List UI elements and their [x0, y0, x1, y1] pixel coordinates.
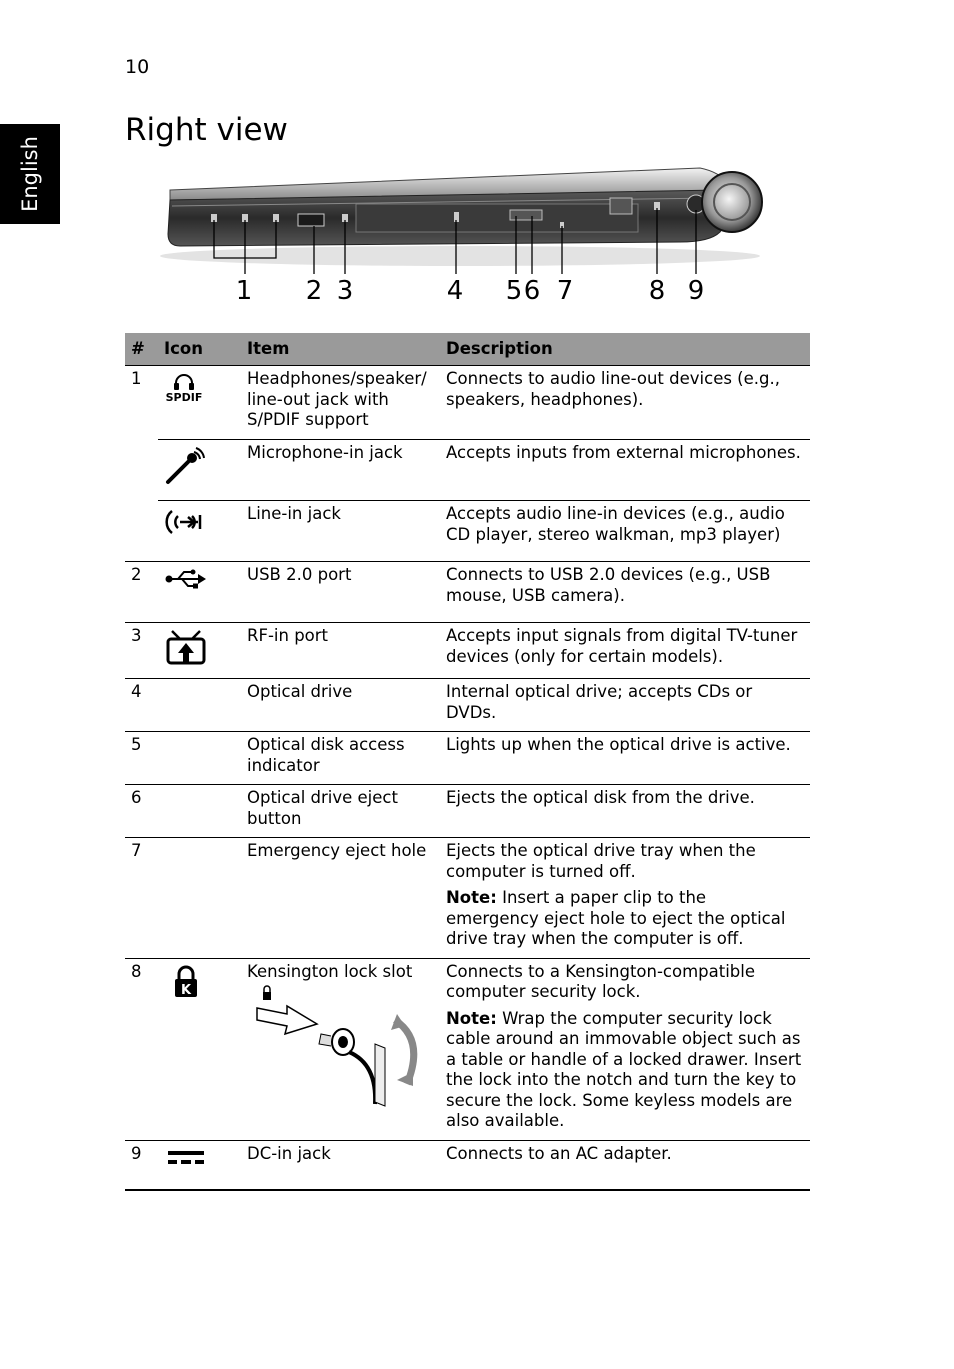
port-usb: [298, 214, 324, 226]
header-description: Description: [440, 333, 810, 366]
icon-cell: [158, 562, 241, 623]
table-row: [125, 440, 810, 501]
page-title: Right view: [125, 112, 288, 148]
icon-cell: [158, 501, 241, 562]
lock-insertion-illustration: [247, 984, 427, 1114]
row-item: Headphones/speaker/ line-out jack with S/PDIF support: [247, 369, 427, 429]
row-number: 1: [131, 369, 142, 388]
row-number: [125, 440, 158, 501]
row-number: 4: [125, 679, 158, 732]
note-text: Wrap the computer security lock cable around an immovable object such as a table or handle of a locked drawer. Insert the lock into the notch and turn the key to secure the lock. Some keyless models are also available.: [446, 1008, 802, 1130]
table-row: [125, 958, 810, 1140]
row-description: Accepts input signals from digital TV-tuner devices (only for certain models).: [440, 623, 810, 679]
row-item: Emergency eject hole: [241, 838, 440, 959]
table-row: [125, 366, 810, 440]
icon-cell: [158, 440, 241, 501]
row-description: Connects to USB 2.0 devices (e.g., USB mouse, USB camera).: [440, 562, 810, 623]
row-number: 2: [125, 562, 158, 623]
header-icon: Icon: [158, 333, 241, 366]
callout-8: 8: [648, 276, 666, 306]
table-row: [125, 501, 810, 562]
icon-cell: [158, 1140, 241, 1190]
icon-cell: [158, 366, 241, 440]
row-item: Line-in jack: [241, 501, 440, 562]
row-description: Connects to audio line-out devices (e.g., speakers, headphones).: [446, 369, 780, 409]
row-item: Optical drive eject button: [241, 785, 440, 838]
table-header-row: [125, 333, 810, 366]
row-number: 9: [125, 1140, 158, 1190]
row-number: 3: [125, 623, 158, 679]
language-tab: [0, 124, 60, 224]
table-row: [125, 679, 810, 732]
row-description: Connects to an AC adapter.: [440, 1140, 810, 1190]
row-note: [446, 1009, 804, 1132]
row-item: Optical disk access indicator: [241, 732, 440, 785]
eject-button: [510, 210, 542, 220]
icon-cell: [158, 679, 241, 732]
rf-in-icon: [164, 629, 208, 667]
language-tab-label: English: [18, 136, 42, 212]
row-description: Accepts inputs from external microphones.: [440, 440, 810, 501]
row-number: 7: [125, 838, 158, 959]
table-row: [125, 562, 810, 623]
dc-in-icon: [164, 1147, 208, 1169]
row-number: 8: [125, 958, 158, 1140]
row-description: Lights up when the optical drive is active.: [440, 732, 810, 785]
row-item: DC-in jack: [241, 1140, 440, 1190]
row-description: Accepts audio line-in devices (e.g., audio CD player, stereo walkman, mp3 player): [440, 501, 810, 562]
row-item: Microphone-in jack: [241, 440, 440, 501]
row-item: Kensington lock slot: [247, 961, 413, 981]
line-in-icon: [164, 507, 208, 537]
row-note: [446, 888, 804, 950]
microphone-icon: [164, 446, 208, 486]
ports-table: [125, 333, 810, 1191]
callout-4: 4: [446, 276, 464, 306]
table-row: [125, 838, 810, 959]
row-number: [125, 501, 158, 562]
usb-icon: [164, 568, 208, 590]
svg-text:K: K: [180, 982, 192, 998]
icon-cell: [158, 732, 241, 785]
callout-1: 1: [235, 276, 253, 306]
page-number: 10: [125, 56, 150, 78]
laptop-side-illustration: [160, 150, 780, 280]
callout-2: 2: [305, 276, 323, 306]
note-label: Note:: [446, 888, 497, 907]
row-item: Optical drive: [241, 679, 440, 732]
callout-6: 6: [523, 276, 541, 306]
callout-7: 7: [556, 276, 574, 306]
callout-5: 5: [505, 276, 523, 306]
drive-logo: [610, 198, 632, 214]
row-item-cell: [241, 958, 440, 1140]
row-description: Ejects the optical drive tray when the computer is turned off.: [446, 841, 756, 881]
header-num: #: [125, 333, 158, 366]
headphones-spdif-icon: [164, 372, 204, 404]
row-number: 6: [125, 785, 158, 838]
row-description: Internal optical drive; accepts CDs or DVDs.: [440, 679, 810, 732]
row-item: RF-in port: [241, 623, 440, 679]
header-item: Item: [241, 333, 440, 366]
note-label: Note:: [446, 1008, 497, 1028]
table-row: [125, 732, 810, 785]
hinge: [702, 172, 762, 232]
spdif-label: SPDIF: [165, 391, 203, 404]
row-description: Connects to a Kensington-compatible computer security lock.: [446, 961, 756, 1001]
kensington-lock-icon: [164, 965, 208, 999]
table-row: [125, 785, 810, 838]
callout-9: 9: [687, 276, 705, 306]
note-text: Insert a paper clip to the emergency eject hole to eject the optical drive tray when the computer is off.: [446, 888, 786, 948]
row-item: USB 2.0 port: [241, 562, 440, 623]
row-description-cell: [440, 958, 810, 1140]
icon-cell: [158, 785, 241, 838]
icon-cell: [158, 623, 241, 679]
icon-cell: [158, 958, 241, 1140]
row-description-cell: [440, 838, 810, 959]
icon-cell: [158, 838, 241, 959]
row-number: 5: [125, 732, 158, 785]
table-row: [125, 623, 810, 679]
row-description: Ejects the optical disk from the drive.: [440, 785, 810, 838]
table-row: [125, 1140, 810, 1190]
callout-3: 3: [336, 276, 354, 306]
